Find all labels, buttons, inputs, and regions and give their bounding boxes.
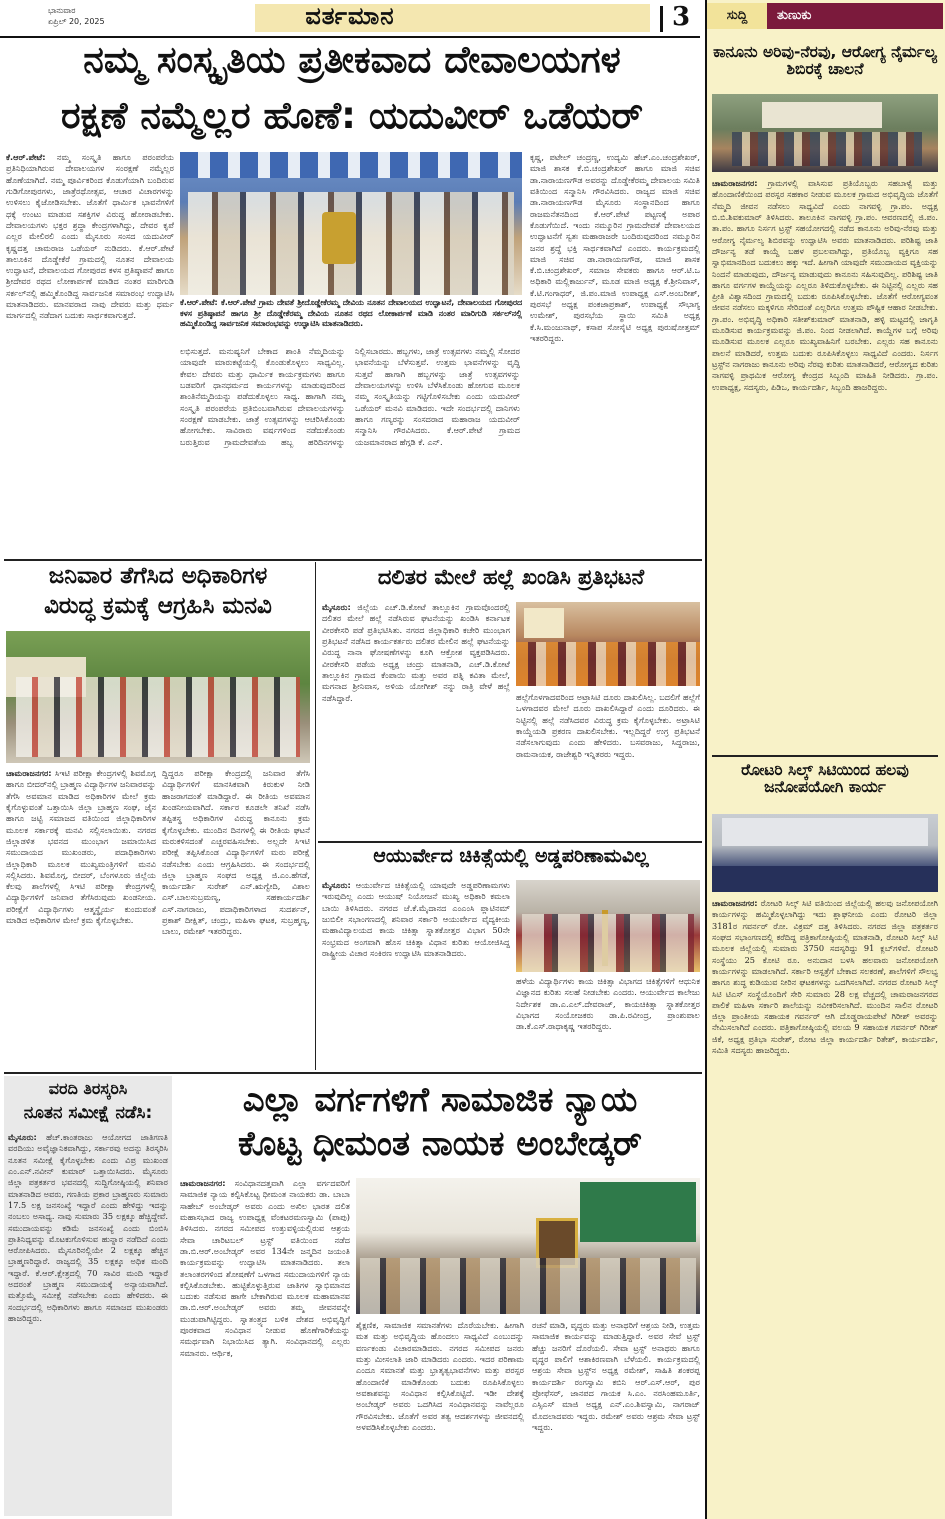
ambedkar-col3: ರಚನೆ ಮಾಡಿ, ವೃದ್ಧರು ಮತ್ತು ಅನಾಥರಿಗೆ ಆಶ್ರಯ ನೀಡಿ, ಉತ್ತಮ ಸಾಮಾಜಿಕ ಕಾರ್ಯವನ್ನು ಮಾಡುತ್ತಿದ್ದಾರೆ. ಅವರ ಸೇವೆ ಟ್ರಸ್ಟ್ ಹೆಚ್ಚು ಜನರಿಗೆ ದೊರೆಯಲಿ. ಸೇವಾ ಟ್ರಸ್ಟ್ ಅನಾಥರು ಹಾಗೂ ವೃದ್ಧರ ಪಾಲಿಗೆ ಆಶಾಕಿರಣವಾಗಿ ಬೆಳೆಯಲಿ. ಕಾರ್ಯಕ್ರಮದಲ್ಲಿ ಆಶ್ರಯ ಸೇವಾ ಟ್ರಸ್ಟ್‌ನ ಅಧ್ಯಕ್ಷ ರಮೇಶ್, ಸಾಹಿತಿ ಶಂಕರಪ್ಪ ಕಾರ್ಯದರ್ಶಿ ರಂಗಸ್ವಾಮಿ ಕಬಿನಿ ಆರ್.ಎಸ್.ಆರ್, ಪುರ ಪ್ರೋಫೆಸರ್, ಜಾನಪದ ಗಾಯಕ ಸಿ.ಎಂ. ನರಸಿಂಹಮೂರ್ತಿ, ಎಸ್ಸಿಎಸ್ ಮಾಜಿ ಅಧ್ಯಕ್ಷ ಎನ್.ಎಂ.ಶಿವಸ್ವಾಮಿ, ನಾಗರಾಜ್ ಮೊದಲಾದವರು ಇದ್ದರು. ರಮೇಶ್ ಅವರು ಆಶ್ರಮ ಸೇವಾ ಟ್ರಸ್ಟ್ ಇದ್ದರು.	[532, 1320, 700, 1432]
lead-col1-text: ನಮ್ಮ ಸಂಸ್ಕೃತಿ ಹಾಗೂ ಪರಂಪರೆಯ ಪ್ರತಿನಿಧಿಯಾಗಿರುವ ದೇವಾಲಯಗಳ ಸಂರಕ್ಷಣೆ ನಮ್ಮೆಲ್ಲರ ಹೊಣೆಯಾಗಿದೆ. ನಮ್ಮ ಪೂರ್ವಿಕರಿಂದ ಕೊಡುಗೆಯಾಗಿ ಬಂದಿರುವ ಗುಡಿಗೋಪುರಗಳು, ಜಾತ್ರೆರಥೋತ್ಸವ, ಆಚಾರ ವಿಚಾರಗಳನ್ನು ಉಳಿಸಲು ಕೈಜೋಡಿಸಬೇಕು. ಜೊತೆಗೆ ಧಾರ್ಮಿಕ ಭಾವನೆಗಳಿಗೆ ಧಕ್ಕೆ ಉಂಟು ಮಾಡುವ ಸಶಕ್ತಿಗಳ ವಿರುದ್ಧ ಹೋರಾಡಬೇಕು. ದೇವಾಲಯಗಳು ಭಕ್ತರ ಶ್ರದ್ಧಾ ಕೇಂದ್ರಗಳಾಗಿದ್ದು, ದೇವರ ಕೃಪೆ ಎಲ್ಲರ ಮೇಲಿರಲಿ ಎಂದು ಮೈಸೂರು ಸಂಸದ ಯದುವೀರ್ ಕೃಷ್ಣದತ್ತ ಚಾಮರಾಜ ಒಡೆಯರ್ ನುಡಿದರು. ಕೆ.ಆರ್.ಪೇಟೆ ತಾಲೂಕಿನ ದೊಡ್ಡೇಕೆರೆ ಗ್ರಾಮದಲ್ಲಿ ನೂತನ ದೇವಾಲಯ ಉದ್ಘಾಟನೆ, ದೇವಾಲಯದ ಗೋಪುರದ ಕಳಸ ಪ್ರತಿಷ್ಠಾಪನೆ ಹಾಗೂ ಶ್ರೀದೇವರ ರಥದ ಲೋಕಾರ್ಪಣೆ ಮಾಡಿದ ನಂತರ ಮಾರಿಗುಡಿ ಸರ್ಕಲ್‌ನಲ್ಲಿ ಹಮ್ಮಿಕೊಂಡಿದ್ದ ಸಾರ್ವಜನಿಕ ಸಮಾರಂಭ ಉದ್ಘಾಟಿಸಿ ಮಾತನಾಡಿದರು. ಮಾನವರಾದ ನಾವು ದೇವರು ಮತ್ತು ಧರ್ಮ ಮಾರ್ಗದಲ್ಲಿ ನಡೆದಾಗ ಬದುಕು ಸಾರ್ಥಕವಾಗುತ್ತದೆ.	[6, 152, 174, 321]
lead-caption: ಕೆ.ಆರ್.ಪೇಟೆ: ಕೆ.ಆರ್.ಪೇಟೆ ಗ್ರಾಮ ದೇವತೆ ಶ್ರೀದೊಡ್ಡೇಕೆರಮ್ಮ ದೇವಿಯ ನೂತನ ದೇವಾಲಯದ ಉದ್ಘಾಟನೆ, ದೇವಾಲಯದ ಗೋಪುರದ ಕಳಸ ಪ್ರತಿಷ್ಠಾಪನೆ ಹಾಗೂ ಶ್ರೀ ದೊಡ್ಡೇಕೆರಮ್ಮ ದೇವಿಯ ನೂತನ ರಥದ ಲೋಕಾರ್ಪಣೆ ಮಾಡಿ ನಂತರ ಮಾರಿಗುಡಿ ಸರ್ಕಲ್‌ನಲ್ಲಿ ಹಮ್ಮಿಕೊಂಡಿದ್ದ ಸಾರ್ವಜನಿಕ ಸಮಾರಂಭವನ್ನು ಉದ್ಘಾಟಿಸಿ ಮಾತನಾಡಿದರು.	[180, 298, 522, 329]
lead-col2: ಲಭಿಸುತ್ತದೆ. ಮನುಷ್ಯನಿಗೆ ಬೇಕಾದ ಶಾಂತಿ ನೆಮ್ಮದಿಯನ್ನು ಯಾವುದೇ ಮಾರುಕಟ್ಟೆಯಲ್ಲಿ ಕೊಂಡುಕೊಳ್ಳಲು ಸಾಧ್ಯವಿಲ್ಲ. ಕೇವಲ ದೇವರು ಮತ್ತು ಧಾರ್ಮಿಕ ಕಾರ್ಯಕ್ರಮಗಳು ಹಾಗೂ ಬಡವರಿಗೆ ಧಾನಧರ್ಮದ ಕಾರ್ಯಗಳನ್ನು ಮಾಡುವುದರಿಂದ ಶಾಂತಿನೆಮ್ಮದಿಯನ್ನು ಪಡೆದುಕೊಳ್ಳಲು ಸಾಧ್ಯ. ಹಾಗಾಗಿ ನಮ್ಮ ಸಂಸ್ಕೃತಿ ಪರಂಪರೆಯ ಪ್ರತಿಬಿಂಬವಾಗಿರುವ ದೇವಾಲಯಗಳನ್ನು ಸಂರಕ್ಷಣೆ ಮಾಡಬೇಕು. ಜಾತ್ರೆ ಉತ್ಸವಗಳನ್ನು ಆಚರಿಸಿಕೊಂಡು ಹೋಗಬೇಕು. ಸಾವಿರಾರು ವರ್ಷಗಳಿಂದ ನಡೆದುಕೊಂಡು ಬರುತ್ತಿರುವ ಗ್ರಾಮದೇವತೆಯ ಹಬ್ಬ ಹರಿದಿನಗಳನ್ನು ನಿಲ್ಲಿಸಬಾರದು. ಹಬ್ಬಗಳು, ಜಾತ್ರೆ ಉತ್ಸವಗಳು ನಮ್ಮಲ್ಲಿ ಸೋದರ ಭಾವನೆಯನ್ನು ಬೆಳೆಸುತ್ತವೆ. ಉತ್ತಮ ಭಾವನೆಗಳನ್ನು ವೃದ್ಧಿ ಸುತ್ತವೆ ಹಾಗಾಗಿ ಹಬ್ಬಗಳನ್ನು ಜಾತ್ರೆ ಉತ್ಸವಗಳನ್ನು ದೇವಾಲಯಗಳನ್ನು ಉಳಿಸಿ ಬೆಳೆಸಿಕೊಂಡು ಹೋಗುವ ಮೂಲಕ ನಮ್ಮ ಸಂಸ್ಕೃತಿಯನ್ನು ಗಟ್ಟಿಗೊಳಿಸಬೇಕು ಎಂದು ಯದುವೀರ್ ಒಡೆಯರ್ ಮನವಿ ಮಾಡಿದರು. ಇದೇ ಸಂದರ್ಭದಲ್ಲಿ ದಾನಿಗಳು ಹಾಗೂ ಗಣ್ಯರನ್ನು ಸಂಸದರಾದ ಮಹಾರಾಜ ಯದುವೀರ್ ಸನ್ಮಾನಿಸಿ ಗೌರವಿಸಿದರು. ಕೆ.ಆರ್.ಪೇಟೆ ಗ್ರಾಮದ ಯಜಮಾನರಾದ ಹೆಗ್ಗಡಿ ಕೆ. ಎನ್.	[180, 346, 520, 447]
janivara-headline-1: ಜನಿವಾರ ತೆಗೆಸಿದ ಅಧಿಕಾರಿಗಳ	[48, 563, 268, 589]
divider-dalit	[318, 841, 702, 843]
sidebar-story1-photo	[712, 94, 938, 172]
sidebar-story2-body	[712, 898, 938, 1513]
varadi-body	[8, 1132, 168, 1512]
janivara-col1	[6, 768, 156, 1068]
divider-bottom	[4, 1072, 702, 1074]
photo-audience-shape	[360, 1258, 696, 1314]
sidebar-story2-dateline: ಚಾಮರಾಜನಗರ:	[712, 898, 758, 908]
photo-canopy-shape	[180, 152, 522, 178]
lead-col3: ಕೃಷ್ಣ, ಪಟೇಲ್ ಚಂದ್ರಣ್ಣ, ಉದ್ಯಮಿ ಹೆಚ್.ಎಂ.ಚಂದ್ರಶೇಖರ್, ಮಾಜಿ ಶಾಸಕ ಕೆ.ಬಿ.ಚಂದ್ರಶೇಖರ್ ಹಾಗೂ ಮಾಜಿ ಸಚಿವ ಡಾ.ನಾರಾಯಣಗೌಡ ಅವರನ್ನು ದೊಡ್ಡೇಕೆರಮ್ಮ ದೇವಾಲಯ ಸಮಿತಿ ವತಿಯಿಂದ ಸನ್ಮಾನಿಸಿ ಗೌರವಿಸಿದರು. ರಾಜ್ಯದ ಮಾಜಿ ಸಚಿವ ಡಾ.ನಾರಾಯಣಗೌಡ ಮೈಸೂರು ಸಂಸ್ಥಾನದಿಂದ ಹಾಗೂ ರಾಜಮನೆತನದಿಂದ ಕೆ.ಆರ್.ಪೇಟೆ ಪಟ್ಟಣಕ್ಕೆ ಅಪಾರ ಕೊಡುಗೆಯಿದೆ. ಇಂದು ನಮ್ಮೂರಿನ ಗ್ರಾಮದೇವತೆ ದೇವಾಲಯದ ಉದ್ಘಾಟನೆಗೆ ಸ್ವತಃ ಮಹಾರಾಜರೇ ಬಂದಿರುವುದರಿಂದ ನಮ್ಮೂರಿನ ಜನರ ಶ್ರದ್ಧೆ ಭಕ್ತಿ ಸಾರ್ಥಕವಾಗಿದೆ ಎಂದರು. ಕಾರ್ಯಕ್ರಮದಲ್ಲಿ ಮಾಜಿ ಸಚಿವ ಡಾ.ನಾರಾಯಣಗೌಡ, ಮಾಜಿ ಶಾಸಕ ಕೆ.ಬಿ.ಚಂದ್ರಶೇಖರ್, ಸಮಾಜ ಸೇವಕರು ಹಾಗೂ ಆರ್.ಟಿ.ಒ ಅಧಿಕಾರಿ ಮಲ್ಲಿಕಾರ್ಜುನ್, ಮೂಡ ಮಾಜಿ ಅಧ್ಯಕ್ಷ ಕೆ.ಶ್ರೀನಿವಾಸ್, ಕೆ.ಟಿ.ಗಂಗಾಧರ್, ಜಿ.ಪಂ.ಮಾಜಿ ಉಪಾಧ್ಯಕ್ಷ ಎಸ್.ಅಂಬರೀಶ್, ಪುರಸಭೆ ಅಧ್ಯಕ್ಷ ಪಂಕಜಾಪ್ರಕಾಶ್, ಉಪಾಧ್ಯಕ್ಷೆ ಸೌಭಾಗ್ಯ ಉಮೇಶ್, ಪುರಸಭೆಯ ಸ್ಥಾಯಿ ಸಮಿತಿ ಅಧ್ಯಕ್ಷ ಕೆ.ಸಿ.ಮಂಜುನಾಥ್, ಕಸಾಪ ಸೋಸೈಟಿ ಅಧ್ಯಕ್ಷ ಪುರುಷೋತ್ತಮ್ ಇತರರಿದ್ದರು.	[530, 152, 700, 343]
ayurveda-dateline: ಮೈಸೂರು:	[322, 880, 351, 890]
ambedkar-col2: ಶೈಕ್ಷಣಿಕ, ಸಾಮಾಜಿಕ ಸಮಾನತೆಗಳು ದೊರೆಯಬೇಕು. ಹೀಗಾಗಿ ಮತ ಮತ್ತು ಅಭಿವೃದ್ಧಿಯ ಹೊಂದಲು ಸಾಧ್ಯವಿದೆ ಎಂಬುದನ್ನು ವರ್ಣಕಂಡು ವಿಚಾರಮಾಡಿದರು. ನಗರದ ಸಮೀಪದ ಜನರು ಮತ್ತು ಮೀಸಲಾತಿ ಜಾರಿ ಮಾಡಿದರು ಎಂದರು. ಇದರ ಪರಿಣಾಮ ಎಂದೂ ಸಮಾನತೆ ಮತ್ತು ಭ್ರಾತೃತ್ವಭಾವನೆಗಳು ಮತ್ತು ಪರಸ್ಪರ ಹೊಂದಾಣಿಕೆ ಮಾಡಿಕೊಂಡು ಬದುಕು ರೂಪಿಸಿಕೊಳ್ಳಲು ಅವಕಾಶವನ್ನು ಸಂವಿಧಾನ ಕಲ್ಪಿಸಿಕೊಟ್ಟಿದೆ. ಇಡೀ ದೇಶಕ್ಕೆ ಅಂಬೇಡ್ಕರ್ ಅವರು ಒದಗಿಸಿದ ಸಂವಿಧಾನವನ್ನು ನಾವೆಲ್ಲರೂ ಗೌರವಿಸಬೇಕು. ಜೊತೆಗೆ ಅವರ ತತ್ವ ಆದರ್ಶಗಳನ್ನು ಜೀವನದಲ್ಲಿ ಅಳವಡಿಸಿಕೊಳ್ಳಬೇಕು ಎಂದರು.	[356, 1320, 524, 1432]
sidebar-story2-headline: ರೋಟರಿ ಸಿಲ್ಕ್ ಸಿಟಿಯಿಂದ ಹಲವು ಜನೋಪಯೋಗಿ ಕಾರ್ಯ	[741, 761, 909, 796]
ayurveda-body1-text: ಆಯುರ್ವೇದ ಚಿಕಿತ್ಸೆಯಲ್ಲಿ ಯಾವುದೇ ಅಡ್ಡಪರಿಣಾಮಗಳು ಇರುವುದಿಲ್ಲ ಎಂದು ಆಯುಷ್ ನಿಯೋಜನೆ ಮುಖ್ಯ ಅಧಿಕಾರಿ ಕಮಲಾ ಬಾಯಿ ತಿಳಿಸಿದರು. ನಗರದ ಜೆ.ಕೆ.ಮೈದಾನದ ಎಂಎಂಸಿ ಪ್ಲಾಟಿನಮ್ ಜುಬಿಲೀ ಸಭಾಂಗಣದಲ್ಲಿ ಶನಿವಾರ ಸರ್ಕಾರಿ ಆಯುರ್ವೇದ ವೈದ್ಯಕೀಯ ಮಹಾವಿದ್ಯಾಲಯದ ಕಾಯ ಚಿಕಿತ್ಸಾ ಸ್ನಾತಕೋತ್ತರ ವಿಭಾಗ 50ನೇ ಸಂಭ್ರಮದ ಅಂಗವಾಗಿ ಹೊಸ ಚಿಕಿತ್ಸಾ ವಿಧಾನ ಕುರಿತು ಆಯೋಜಿಸಿದ್ದ ರಾಷ್ಟ್ರೀಯ ವಿಚಾರ ಸಂಕಿರಣ ಉದ್ಘಾಟಿಸಿ ಮಾತನಾಡಿದರು.	[322, 880, 510, 958]
dalit-body1	[322, 602, 510, 838]
photo-banner-shape	[580, 1182, 696, 1242]
ambedkar-col1	[180, 1178, 350, 1514]
sidebar-story1-body	[712, 178, 938, 733]
page-number: 3	[672, 2, 691, 32]
masthead	[0, 0, 700, 38]
ambedkar-dateline: ಚಾಮರಾಜನಗರ:	[180, 1178, 226, 1188]
photo-guests-shape	[522, 914, 694, 972]
ambedkar-col1-text: ಸಂವಿಧಾನದತ್ತವಾಗಿ ಎಲ್ಲಾ ವರ್ಗದವರಿಗೆ ಸಾಮಾಜಿಕ ನ್ಯಾಯ ಕಲ್ಪಿಸಿಕೊಟ್ಟ ಧೀಮಂತ ನಾಯಕರು ಡಾ. ಬಾಬಾ ಸಾಹೇಬ್ ಅಂಬೇಡ್ಕರ್ ಅವರು ಎಂದು ಅಖಿಲ ಭಾರತ ದಲಿತ ಮಹಾಸಭಾದ ರಾಜ್ಯ ಉಪಾಧ್ಯಕ್ಷ ವೆಂಕಟರಮಣಸ್ವಾಮಿ (ಪಾಪು) ತಿಳಿಸಿದರು. ನಗರದ ಸಮೀಪದ ಉತ್ತುವಳ್ಳಿಯಲ್ಲಿರುವ ಆಶ್ರಯ ಸೇವಾ ಚಾರಿಟಬಲ್ ಟ್ರಸ್ಟ್ ವತಿಯಿಂದ ನಡೆದ ಡಾ.ಬಿ.ಆರ್.ಅಂಬೇಡ್ಕರ್ ಅವರ 134ನೇ ಜನ್ಮದಿನ ಜಯಂತಿ ಕಾರ್ಯಕ್ರಮವನ್ನು ಉದ್ಘಾಟಿಸಿ ಮಾತನಾಡಿದರು. ತಲಾ ತಲಾಂತರಗಳಿಂದ ಶೋಷಣೆಗೆ ಒಳಗಾದ ಸಮುದಾಯಗಳಿಗೆ ನ್ಯಾಯ ಕಲ್ಪಿಸಿಕೊಡಬೇಕು. ಹುಟ್ಟಿಕೊಳ್ಳುತ್ತಿರುವ ಜಾತಿಗಳ ಸ್ವಾಭಿಮಾನದ ಬದುಕು ನಡೆಸುವ ಹಾಗೇ ಬೇಕಾಗಿರುವ ಮೂಲಕ ಮಹಾಮಾನವ ಡಾ.ಬಿ.ಆರ್.ಅಂಬೇಡ್ಕರ್ ಅವರು ತಮ್ಮ ಜೀವನವನ್ನೇ ಮುಡುಪಾಗಿಟ್ಟಿದ್ದರು. ಸ್ವಾತಂತ್ರ್ಯದ ಬಳಿಕ ದೇಶದ ಅಭಿವೃದ್ಧಿಗೆ ಪೂರಕವಾದ ಸಂವಿಧಾನ ನೀಡುವ ಹೊಣೆಗಾರಿಕೆಯನ್ನು ಸಮರ್ಥವಾಗಿ ನಿಭಾಯಿಸಿದ ತ್ಯಾಗಿ. ಸಂವಿಧಾನದಲ್ಲಿ ಎಲ್ಲರು ಸಮಾನರು. ಆರ್ಥಿಕ,	[180, 1178, 350, 1358]
divider-lead	[4, 559, 702, 561]
ambedkar-headline-1: ಎಲ್ಲಾ ವರ್ಗಗಳಿಗೆ ಸಾಮಾಜಿಕ ನ್ಯಾಯ	[242, 1082, 638, 1120]
sidebar-tag	[707, 3, 943, 29]
photo-backdrop-shape	[722, 818, 928, 846]
photo-placard-shape	[524, 608, 564, 638]
janivara-headline-2: ವಿರುದ್ಧ ಕ್ರಮಕ್ಕೆ ಆಗ್ರಹಿಸಿ ಮನವಿ	[44, 593, 272, 619]
ambedkar-photo	[356, 1178, 700, 1314]
dalit-headline: ದಲಿತರ ಮೇಲೆ ಹಲ್ಲೆ ಖಂಡಿಸಿ ಪ್ರತಿಭಟನೆ	[377, 565, 645, 589]
varadi-headline-1: ವರದಿ ತಿರಸ್ಕರಿಸಿ	[48, 1079, 128, 1098]
photo-people-shape	[732, 132, 922, 166]
sidebar-divider	[712, 755, 938, 757]
sidebar-story1-dateline: ಚಾಮರಾಜನಗರ:	[712, 178, 758, 188]
masthead-title: ವರ್ತಮಾನ	[305, 2, 395, 30]
janivara-photo	[6, 631, 310, 763]
sidebar-story1-text: ಗ್ರಾಮಗಳಲ್ಲಿ ವಾಸಿಸುವ ಪ್ರತಿಯೊಬ್ಬರು ಸಹಬಾಳ್ವೆ ಮತ್ತು ಹೊಂದಾಣಿಕೆಯಿಂದ ಪರಸ್ಪರ ಸಹಕಾರ ನೀಡುವ ಮೂಲಕ ಗ್ರಾಮದ ಅಭಿವೃದ್ಧಿಯ ಜೊತೆಗೆ ನೆಮ್ಮದಿ ಜೀವನ ನಡೆಸಲು ಸಾಧ್ಯವಿದೆ ಎಂದು ನಾಗವಳ್ಳಿ ಗ್ರಾ.ಪಂ. ಅಧ್ಯಕ್ಷ ಬಿ.ಬಿ.ಶಿವಕುಮಾರ್ ತಿಳಿಸಿದರು. ತಾಲೂಕಿನ ನಾಗವಳ್ಳಿ ಗ್ರಾ.ಪಂ. ಆವರಣದಲ್ಲಿ ಜಿ.ಪಂ. ತಾ.ಪಂ. ಹಾಗೂ ನಿರ್ಸಗ ಟ್ರಸ್ಟ್ ಸಹಯೋಗದಲ್ಲಿ ನಡೆದ ಕಾನೂನು ಅರಿವು-ನೆರವು ಮತ್ತು ಆರೋಗ್ಯ ನೈರ್ಮಲ್ಯ ಶಿಬಿರವನ್ನು ಉದ್ಘಾಟಿಸಿ ಅವರು ಮಾತನಾಡಿದರು. ಪರಿಶಿಷ್ಟ ಜಾತಿ ದೌರ್ಜನ್ಯ ತಡೆ ಕಾಯ್ದೆ ಬಹಳ ಪ್ರಬಲವಾಗಿದ್ದು, ಪ್ರತಿಯೊಬ್ಬ ವ್ಯಕ್ತಿಗೂ ಸಹ ಸ್ವಾಭಿಮಾನದಿಂದ ಬದುಕಲು ಹಕ್ಕು ಇದೆ. ಹೀಗಾಗಿ ಯಾವುದೇ ಸಮುದಾಯದ ವ್ಯಕ್ತಿಯನ್ನು ನಿಂದನೆ ಮಾಡುವುದು, ದೌರ್ಜನ್ಯ ಮಾಡುವುದು ಕಾನೂನು ಸಹಿಸುವುದಿಲ್ಲ. ಪರಿಶಿಷ್ಟ ಜಾತಿ ಹಾಗೂ ವರ್ಗಗಳ ಕಾಯ್ದೆಯನ್ನು ಎಲ್ಲರೂ ತಿಳಿದುಕೊಳ್ಳಬೇಕು. ಈ ನಿಟ್ಟಿನಲ್ಲಿ ಎಲ್ಲರು ಸಹ ಪ್ರೀತಿ ವಿಶ್ವಾಸದಿಂದ ಗ್ರಾಮದಲ್ಲಿ ಬದುಕು ರೂಪಿಸಿಕೊಳ್ಳಬೇಕು. ಜೊತೆಗೆ ಆರೋಗ್ಯವಂತ ಜೀವನ ನಡೆಸಲು ಮಕ್ಕಳಿಗೂ ಸೇರಿದಂತೆ ಎಲ್ಲರಿಗೂ ಉತ್ತಮ ಪೌಷ್ಟಿಕ ಆಹಾರ ನೀಡಬೇಕು. ಗ್ರಾ.ಪಂ. ಅಭಿವೃದ್ಧಿ ಅಧಿಕಾರಿ ಸತೀಶ್‌ಕುಮಾರ್ ಮಾತನಾಡಿ, ಹಳ್ಳಿ ಮಟ್ಟದಲ್ಲಿ ಜಾಗೃತಿ ಮೂಡಿಸುವ ಕಾರ್ಯಕ್ರಮವನ್ನು ಜಿ.ಪಂ. ನಿಂದ ನೀಡಲಾಗಿದೆ. ಕಾಯ್ದೆಗಳ ಬಗ್ಗೆ ಅರಿವು ಮೂಡಿಸುವ ಮೂಲಕ ಎಲ್ಲರೂ ಮುಖ್ಯವಾಹಿನಿಗೆ ಬರಬೇಕು. ಎಲ್ಲರು ಸಹ ಕಾನೂನು ಪಾಲನೆ ಮಾಡಿದರೆ, ಉತ್ತಮ ಬದುಕು ರೂಪಿಸಿಕೊಳ್ಳಲು ಸಾಧ್ಯವಿದೆ ಎಂದರು. ನಿರ್ಸಗ ಟ್ರಸ್ಟ್‌ನ ನಾಗರಾಜು ಕಾನೂನು ಅರಿವು ನೆರವು ಕುರಿತು ಮಾತನಾಡಿದರೆ, ಆರೋಗ್ಯದ ಕುರಿತು ನಾಗವಳ್ಳಿ ಪ್ರಾಥಮಿಕ ಆರೋಗ್ಯ ಕೇಂದ್ರದ ಸಿಬ್ಬಂದಿ ಮಾಹಿತಿ ನೀಡಿದರು. ಗ್ರಾ.ಪಂ. ಉಪಾಧ್ಯಕ್ಷ, ಸದಸ್ಯರು, ಪಿಡಿಒ, ಕಾರ್ಯದರ್ಶಿ, ಸಿಬ್ಬಂದಿ ಹಾಜರಿದ್ದರು.	[712, 178, 938, 392]
page-number-rule	[660, 6, 663, 32]
janivara-col2: ದ್ದಿದ್ದರೂ ಪರೀಕ್ಷಾ ಕೇಂದ್ರದಲ್ಲಿ ಜನಿವಾರ ತೆಗೆಸಿ ವಿದ್ಯಾರ್ಥಿಗಳಿಗೆ ಮಾನಸಿಕವಾಗಿ ಕಿರುಕುಳ ನೀಡಿ ಹಾಜರಾಗದಂತೆ ಮಾಡಿದ್ದಾರೆ. ಈ ರೀತಿಯ ಅವಮಾನ ಖಂಡನೀಯವಾಗಿದೆ. ಸರ್ಕಾರ ಕೂಡಲೇ ತನಿಖೆ ನಡೆಸಿ ತಪ್ಪಿತಸ್ಥ ಅಧಿಕಾರಿಗಳ ವಿರುದ್ಧ ಕಾನೂನು ಕ್ರಮ ಕೈಗೊಳ್ಳಬೇಕು. ಮುಂದಿನ ದಿನಗಳಲ್ಲಿ ಈ ರೀತಿಯ ಘಟನೆ ಮರುಕಳಿಸದಂತೆ ಎಚ್ಚರವಹಿಸಬೇಕು. ಅಲ್ಲದೇ ಸಿಇಟಿ ಪರೀಕ್ಷೆ ತಪ್ಪಿಸಿಕೊಂಡ ವಿದ್ಯಾರ್ಥಿಗಳಿಗೆ ಮರು ಪರೀಕ್ಷೆ ನಡೆಸಬೇಕು ಎಂದು ಆಗ್ರಹಿಸಿದರು. ಈ ಸಂದರ್ಭದಲ್ಲಿ ಜಿಲ್ಲಾ ಬ್ರಾಹ್ಮಣ ಸಂಘದ ಅಧ್ಯಕ್ಷ ಜಿ.ಎಂ.ಹೆಗಡೆ, ಕಾರ್ಯದರ್ಶಿ ಸುರೇಶ್ ಎನ್.ಋಗ್ವೇದಿ, ವಿಶಾಲ ಎಸ್.ಬಾಲಸುಬ್ರಮಣ್ಯ, ಸಹಕಾರ್ಯದರ್ಶಿ ಎಸ್.ನಾಗರಾಜು, ಪದಾಧಿಕಾರಿಗಳಾದ ಸುದರ್ಶನ್, ಪ್ರಕಾಶ್ ದೀಕ್ಷಿತ್, ಚಂದ್ರು, ಮಹಿಳಾ ಘಟಕ, ಸುಬ್ರಹ್ಮಣ್ಯ, ಬಾಲು, ರಮೇಶ್ ಇತರರಿದ್ದರು.	[162, 768, 310, 937]
dalit-body1-text: ಜಿಲ್ಲೆಯ ಎಚ್.ಡಿ.ಕೋಟೆ ತಾಲ್ಲೂಕಿನ ಗ್ರಾಮವೊಂದರಲ್ಲಿ ದಲಿತರ ಮೇಲೆ ಹಲ್ಲೆ ನಡೆಸಿರುವ ಘಟನೆಯನ್ನು ಖಂಡಿಸಿ ಕರ್ನಾಟಕ ವೀರಕೇಸರಿ ಪಡೆ ಪ್ರತಿಭಟಿಸಿತು. ನಗರದ ಜಿಲ್ಲಾಧಿಕಾರಿ ಕಚೇರಿ ಮುಂಭಾಗ ಪ್ರತಿಭಟನೆ ನಡೆಸಿದ ಕಾರ್ಯಕರ್ತರು ದಲಿತರ ಮೇಲಿನ ಹಲ್ಲೆ ಘಟನೆಯನ್ನು ವಿರುದ್ಧ ನಾನಾ ಘೋಷಣೆಗಳನ್ನು ಕೂಗಿ ಆಕ್ರೋಶ ವ್ಯಕ್ತಪಡಿಸಿದರು. ವೀರಕೇಸರಿ ಪಡೆಯ ಅಧ್ಯಕ್ಷ ಚಂದ್ರು ಮಾತನಾಡಿ, ಎಚ್.ಡಿ.ಕೋಟೆ ತಾಲ್ಲೂಕಿನ ಗ್ರಾಮದ ಕೆಂಪಾಯಿ ಮತ್ತು ಅವರ ಪತ್ನಿ ಕವಿತಾ ಮೇಲೆ, ಮಗನಾದ ಶ್ರೀನಿವಾಸ, ಅಳಿಯ ಯೋಗೀಶ್ ನನ್ನು ರಾತ್ರಿ ವೇಳೆ ಹಲ್ಲೆ ನಡೆಸಿದ್ದಾರೆ.	[322, 602, 510, 703]
ayurveda-photo	[516, 880, 700, 972]
photo-table-shape	[712, 866, 938, 892]
ambedkar-headline-2: ಕೊಟ್ಟ ಧೀಮಂತ ನಾಯಕ ಅಂಬೇಡ್ಕರ್	[237, 1126, 643, 1164]
varadi-headline-2: ನೂತನ ಸಮೀಕ್ಷೆ ನಡೆಸಿ:	[23, 1103, 153, 1123]
masthead-day: ಭಾನುವಾರ	[48, 6, 76, 15]
photo-group-shape	[16, 677, 300, 757]
sidebar-tag-right: ತುಣುಕು	[767, 3, 943, 29]
vertical-divider-mid	[315, 562, 316, 1070]
dalit-body2: ಹಲ್ಲೆಗೊಳಗಾದವರಿಂದ ಅಟ್ರಾಸಿಟಿ ದೂರು ದಾಖಲಿಸಿಲ್ಲ. ಬದಲಿಗೆ ಹಲ್ಲೆಗೆ ಒಳಗಾದವರ ಮೇಲೆ ದೂರು ದಾಖಲಿಸಿದ್ದಾರೆ ಎಂದು ದೂರಿದರು. ಈ ನಿಟ್ಟಿನಲ್ಲಿ ಹಲ್ಲೆ ನಡೆಸಿದವರ ವಿರುದ್ಧ ಕ್ರಮ ಕೈಗೊಳ್ಳಬೇಕು. ಅಟ್ರಾಸಿಟಿ ಕಾಯ್ದೆಯಡಿ ಪ್ರಕರಣ ದಾಖಲಿಸಬೇಕು. ಇಲ್ಲದಿದ್ದರೆ ಉಗ್ರ ಪ್ರತಿಭಟನೆ ನಡೆಸಲಾಗುವುದು ಎಂದು ಹೇಳಿದರು. ಬಸವರಾಜು, ಸಿದ್ದರಾಜು, ರಾಮನಾಯಕ, ರಾಜೇಶ್ವರಿ ಇನ್ನಿತರರು ಇದ್ದರು.	[516, 692, 700, 759]
dalit-dateline: ಮೈಸೂರು:	[322, 602, 351, 612]
sidebar-story2-text: ರೋಟರಿ ಸಿಲ್ಕ್ ಸಿಟಿ ವತಿಯಿಂದ ಜಿಲ್ಲೆಯಲ್ಲಿ ಹಲವು ಜನೋಪಯೋಗಿ ಕಾರ್ಯಗಳನ್ನು ಹಮ್ಮಿಕೊಳ್ಳಲಾಗಿದ್ದು ಇದು ಶ್ಲಾಘನೀಯ ಎಂದು ರೋಟರಿ ಜಿಲ್ಲಾ 3181ರ ಗವರ್ನರ್ ರೋ. ವಿಕ್ರಮ್ ದತ್ತ ತಿಳಿಸಿದರು. ನಗರದ ಜಿಲ್ಲಾ ಪತ್ರಕರ್ತರ ಸಂಘದ ಸಭಾಂಗಣದಲ್ಲಿ ಕರೆದಿದ್ದ ಪತ್ರಿಕಾಗೋಷ್ಠಿಯಲ್ಲಿ ಮಾತನಾಡಿ, ರೋಟರಿ ಸಿಲ್ಕ್ ಸಿಟಿ ಮೂಲಕ ಜಿಲ್ಲೆಯಲ್ಲಿ ಸುಮಾರು 3750 ಸದಸ್ಯರಿದ್ದು 91 ಕ್ಲಬ್‌ಗಳಿವೆ. ರೋಟರಿ ಸಂಸ್ಥೆಯು 25 ಕೋಟಿ ರೂ. ಅನುದಾನ ಬಳಸಿ ಹಲವಾರು ಜನೋಪಯೋಗಿ ಕಾರ್ಯಗಳನ್ನು ಮಾಡಲಾಗಿದೆ. ಸರ್ಕಾರಿ ಆಸ್ಪತ್ರೆಗೆ ಬೇಕಾದ ಸಲಕರಣೆ, ಶಾಲೆಗಳಿಗೆ ಸೌಲಭ್ಯ ಹಾಗೂ ಶುದ್ಧ ಕುಡಿಯುವ ನೀರಿನ ಘಟಕಗಳನ್ನು ಒದಗಿಸಲಾಗಿದೆ. ನಗರದ ರೋಟರಿ ಸಿಲ್ಕ್ ಸಿಟಿ ಟಿಎಸ್ ಸಂಸ್ಥೆಯೊಂದಿಗೆ ಸೇರಿ ಸುಮಾರು 28 ಲಕ್ಷ ವೆಚ್ಚದಲ್ಲಿ ಚಾಮರಾಜನಗರದ ಪಾಲಿಕೆ ಮಹಿಳಾ ಸರ್ಕಾರಿ ಶಾಲೆಯನ್ನು ನವೀಕರಿಸಲಾಗಿದೆ. ಮುಂದಿನ ಸಾಲಿನ ರೋಟರಿ ಜಿಲ್ಲಾ ಪ್ರಾಂತೀಯ ಸಹಾಯಕ ಗವರ್ನರ್ ಆಗಿ ದೊಡ್ಡರಾಯಪೇಟೆ ಗಿರೀಶ್ ಅವರನ್ನು ನೇಮಿಸಲಾಗಿದೆ ಎಂದರು. ಪತ್ರಿಕಾಗೋಷ್ಠಿಯಲ್ಲಿ ವಲಯ 9 ಸಹಾಯಕ ಗವರ್ನರ್ ಗಿರೀಶ್ ಜಿಕೆ, ಅಧ್ಯಕ್ಷ ಪ್ರತಿಭಾ ಸುರೇಶ್, ರೋಟ ಜಿಲ್ಲಾ ಕಾರ್ಯದರ್ಶಿ ರಿತೇಶ್, ಕಾರ್ಯದರ್ಶಿ, ಸಮಿತಿ ಸದಸ್ಯರು ಹಾಜರಿದ್ದರು.	[712, 898, 938, 1056]
sidebar-story1-headline: ಕಾನೂನು ಅರಿವು-ನೆರವು, ಆರೋಗ್ಯ ನೈರ್ಮಲ್ಯ ಶಿಬಿರಕ್ಕೆ ಚಾಲನೆ	[713, 43, 937, 78]
varadi-text: ಹೆಚ್.ಕಾಂತರಾಜು ಆಯೋಗದ ಜಾತಿಗಣತಿ ವರದಿಯು ಅವೈಜ್ಞಾನಿಕವಾಗಿದ್ದು, ಸರ್ಕಾರವು ಅದನ್ನು ತಿರಸ್ಕರಿಸಿ ನೂತನ ಸಮೀಕ್ಷೆ ಕೈಗೊಳ್ಳಬೇಕು ಎಂದು ವಿಪ್ರ ಮುಖಂಡ ಎಂ.ಎನ್.ನವೀನ್ ಕುಮಾರ್ ಒತ್ತಾಯಿಸಿದರು. ಮೈಸೂರು ಜಿಲ್ಲಾ ಪತ್ರಕರ್ತರ ಭವನದಲ್ಲಿ ಸುದ್ದಿಗೋಷ್ಠಿಯಲ್ಲಿ ಶನಿವಾರ ಮಾತನಾಡಿದ ಅವರು, ಗಣತಿಯ ಪ್ರಕಾರ ಬ್ರಾಹ್ಮಣರು ಸುಮಾರು 17.5 ಲಕ್ಷ ಜನಸಂಖ್ಯೆ ಇದ್ದಾರೆ ಎಂದು ಹೇಳಿದ್ದು ಇದನ್ನು ನಂಬಲು ಅಸಾಧ್ಯ. ನಾವು ಸುಮಾರು 35 ಲಕ್ಷಕ್ಕೂ ಹೆಚ್ಚಿದ್ದೇವೆ. ಸಮುದಾಯವನ್ನು ಕಡಿಮೆ ಜನಸಂಖ್ಯೆ ಎಂದು ಬಿಂಬಿಸಿ ಪ್ರಾತಿನಿಧ್ಯವನ್ನು ಮೊಟಕುಗೊಳಿಸುವ ಹುನ್ನಾರ ನಡೆದಿದೆ ಎಂದು ಆರೋಪಿಸಿದರು. ಮೈಸೂರಿನಲ್ಲಿಯೇ 2 ಲಕ್ಷಕ್ಕೂ ಹೆಚ್ಚಿನ ಬ್ರಾಹ್ಮಣರಿದ್ದಾರೆ. ರಾಜ್ಯದಲ್ಲಿ 35 ಲಕ್ಷಕ್ಕೂ ಅಧಿಕ ಮಂದಿ ಇದ್ದಾರೆ. ಕೆ.ಆರ್.ಕ್ಷೇತ್ರದಲ್ಲಿ 70 ಸಾವಿರ ಮಂದಿ ಇದ್ದಾರೆ ಅದರಂತೆ ಬ್ರಾಹ್ಮಣ ಸಮುದಾಯಕ್ಕೆ ಅನ್ಯಾಯವಾಗಿದೆ. ಮತ್ತೊಮ್ಮೆ ಸಮೀಕ್ಷೆ ನಡೆಸಬೇಕು ಎಂದು ಹೇಳಿದರು. ಈ ಸಂದರ್ಭದಲ್ಲಿ ಅಧಿಕಾರಿಗಳು ಹಾಗೂ ಸಮಾಜದ ಮುಖಂಡರು ಹಾಜರಿದ್ದರು.	[8, 1132, 168, 1323]
lead-col1	[6, 152, 174, 556]
lead-photo	[180, 152, 522, 295]
photo-protesters-shape	[516, 642, 700, 686]
masthead-date: ಏಪ್ರಿಲ್ 20, 2025	[48, 17, 105, 26]
ayurveda-headline: ಆಯುರ್ವೇದ ಚಿಕಿತ್ಸೆಯಲ್ಲಿ ಅಡ್ಡಪರಿಣಾಮವಿಲ್ಲ	[373, 845, 649, 867]
sidebar-tag-left: ಸುದ್ದಿ	[707, 3, 767, 29]
lead-headline-2: ರಕ್ಷಣೆ ನಮ್ಮೆಲ್ಲರ ಹೊಣೆ: ಯದುವೀರ್ ಒಡೆಯರ್	[60, 96, 644, 137]
dalit-photo	[516, 602, 700, 686]
janivara-dateline: ಚಾಮರಾಜನಗರ:	[6, 768, 52, 778]
janivara-col1-text: ಸಿಇಟಿ ಪರೀಕ್ಷಾ ಕೇಂದ್ರಗಳಲ್ಲಿ ಶಿವಮೊಗ್ಗ ಹಾಗೂ ಬೀದರ್‌ನಲ್ಲಿ ಬ್ರಾಹ್ಮಣ ವಿದ್ಯಾರ್ಥಿಗಳ ಜನಿವಾರವನ್ನು ತೆಗೆಸಿ ಅವಮಾನ ಮಾಡಿದ ಅಧಿಕಾರಿಗಳ ಮೇಲೆ ಕ್ರಮ ಕೈಗೊಳ್ಳುವಂತೆ ಒತ್ತಾಯಿಸಿ ಜಿಲ್ಲಾ ಬ್ರಾಹ್ಮಣ ಸಂಘ, ಜೈನ ಹಾಗೂ ಜಟ್ಟಿ ಸಮಾಜದ ವತಿಯಿಂದ ಜಿಲ್ಲಾಧಿಕಾರಿಗಳ ಮೂಲಕ ಸರ್ಕಾರಕ್ಕೆ ಮನವಿ ಸಲ್ಲಿಸಲಾಯಿತು. ನಗರದ ಜಿಲ್ಲಾಡಳಿತ ಭವನದ ಮುಂಭಾಗ ಜಮಾಯಿಸಿದ ಸಮುದಾಯದ ಮುಖಂಡರು, ಪದಾಧಿಕಾರಿಗಳು ಜಿಲ್ಲಾಧಿಕಾರಿ ಮೂಲಕ ಮುಖ್ಯಮಂತ್ರಿಗಳಿಗೆ ಮನವಿ ಸಲ್ಲಿಸಿದರು. ಶಿವಮೊಗ್ಗ, ಬೀದರ್, ಬೆಂಗಳೂರು ಜಿಲ್ಲೆಯ ಕೆಲವು ಶಾಲೆಗಳಲ್ಲಿ ಸಿಇಟಿ ಪರೀಕ್ಷಾ ಕೇಂದ್ರಗಳಲ್ಲಿ ವಿದ್ಯಾರ್ಥಿಗಳಿಗೆ ಜನಿವಾರ ತೆಗೆಸಿರುವುದು ಖಂಡನೀಯ. ಪರೀಕ್ಷೆಗೆ ವಿದ್ಯಾರ್ಥಿಗಳು ಆತ್ಮಸ್ಥೈರ್ಯ ಕುಂದುವಂತೆ ಮಾಡಿದ ಅಧಿಕಾರಿಗಳ ಮೇಲೆ ಕ್ರಮ ಕೈಗೊಳ್ಳಬೇಕು.	[6, 768, 156, 926]
lead-dateline: ಕೆ.ಆರ್.ಪೇಟೆ:	[6, 152, 46, 162]
photo-banner-shape	[762, 102, 882, 128]
ayurveda-body2: ಹಳೆಯ ವಿದ್ಯಾರ್ಥಿಗಳು ಕಾಯ ಚಿಕಿತ್ಸಾ ವಿಭಾಗದ ಚಿಕಿತ್ಸೆಗಳಿಗೆ ಆಧುನಿಕ ವಿಜ್ಞಾನದ ಕುರಿತು ಸಲಹೆ ನೀಡಬೇಕು ಎಂದರು. ಆಯುರ್ವೇದ ಕಾಲೇಜು ನಿರ್ದೇಶಕ ಡಾ.ಎ.ಎಲ್.ದೇವರಾಜ್, ಕಾಯಚಿಕಿತ್ಸಾ ಸ್ನಾತಕೋತ್ತರ ವಿಭಾಗದ ಸಂಯೋಜಕರು ಡಾ.ಪಿ.ರವೀಂದ್ರ, ಪ್ರಾಂಶುಪಾಲ ಡಾ.ಕೆ.ಎಸ್.ರಾಧಾಕೃಷ್ಣ ಇತರರಿದ್ದರು.	[516, 976, 700, 1032]
ayurveda-body1	[322, 880, 510, 1068]
lead-headline-1: ನಮ್ಮ ಸಂಸ್ಕೃತಿಯ ಪ್ರತೀಕವಾದ ದೇವಾಲಯಗಳ	[83, 40, 621, 81]
sidebar-story2-photo	[712, 814, 938, 892]
photo-idol-shape	[322, 212, 356, 264]
varadi-dateline: ಮೈಸೂರು:	[8, 1132, 37, 1142]
